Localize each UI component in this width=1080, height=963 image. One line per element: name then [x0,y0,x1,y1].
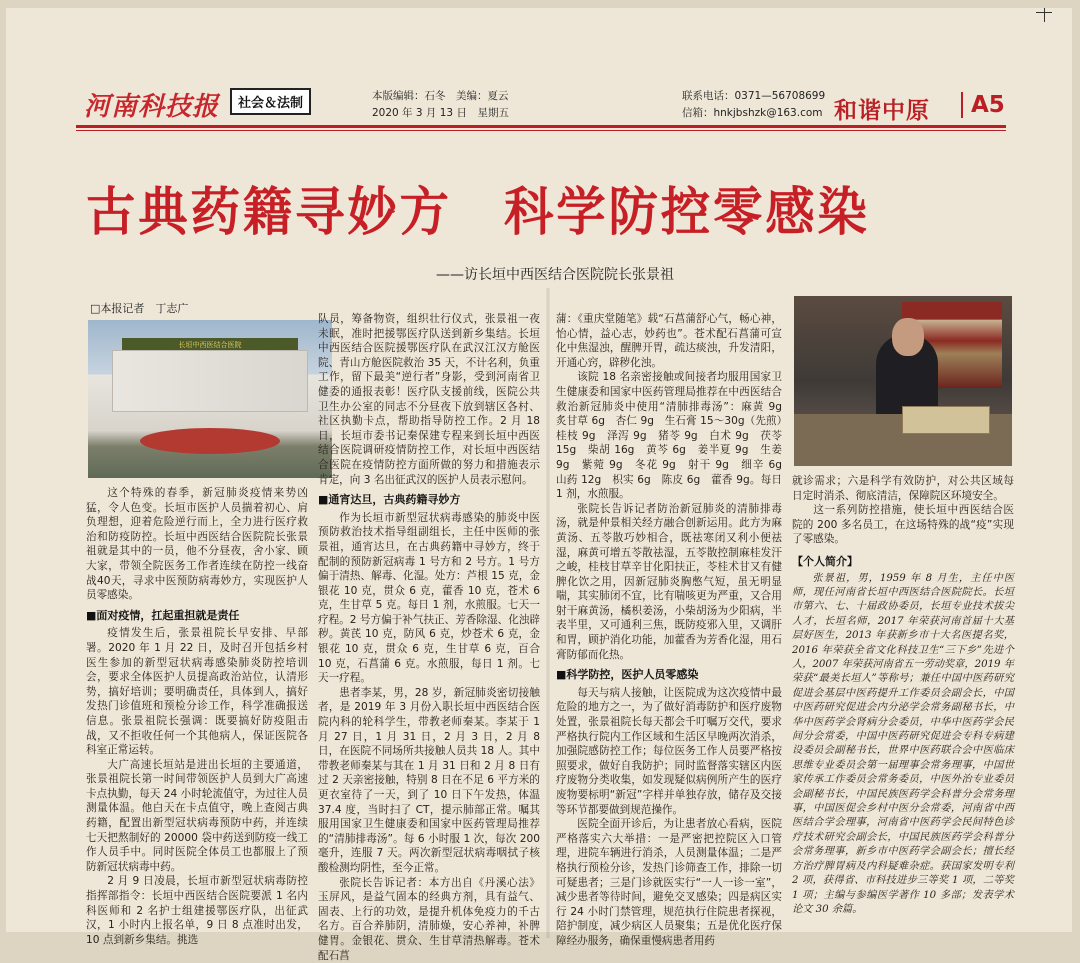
column-4 [792,474,1014,932]
issue-date: 2020 年 3 月 13 日 星期五 [372,107,509,119]
paragraph: 作为长垣市新型冠状病毒感染的肺炎中医预防救治技术指导组副组长，主任中医师的张景祖，通宵达旦，在古典药籍中寻妙方，终于配制的预防新冠病毒 1 号方和 2 号方。1 号方偏于清热、解毒、化湿。处方：芦根 15 克，金银花 10 克，贯众 6 克，藿香 10 克，苍术 6 克，生甘草 5 克。每日 1 剂，水煎服。七天一疗程。2 号方偏于补气扶正、芳香除湿、化浊辟秽。黄芪 10 克，防风 6 克，炒苍术 6 克，金银花 10 克，贯众 6 克，生甘草 6 克，百合 10 克，石菖蒲 6 克。水煎服，每日 1 剂。七天一疗程。 [318,511,540,685]
paragraph: 张院长告诉记者防治新冠肺炎的清肺排毒汤，就是仲景相关经方融合创新运用。此方为麻黄汤、五苓散巧妙相合，既祛寒闭又利小便祛湿，麻黄可增五苓散祛湿，五苓散控制麻桂发汗之峻，桂枝甘草辛甘化阳扶正，苓桂术甘又有健脾化饮之用，因新冠肺炎胸憋气短，虽无明显喘，其实肺闭不宜，比有喘咳更为严重，又合用射干麻黄汤，橘枳姜汤，小柴胡汤为少阳病，半表半里，又可通利三焦，既防疫邪入里，又调肝和胃，顾护消化功能，加藿香为芳香化湿，用石膏防郁而化热。 [556,502,782,661]
header-rule [76,125,1006,128]
paragraph: 蒲：《重庆堂随笔》载“石菖蒲舒心气，畅心神，怡心情，益心志，妙药也”。苍术配石菖蒲可宣化中焦湿浊，醒脾开胃，疏达痰浊，升发清阳，开通心窍，辟秽化浊。 [556,313,782,369]
headline: 古典药籍寻妙方 科学防控零感染 [86,182,870,243]
paragraph: 就诊需求；六是科学有效防护，对公共区域每日定时消杀、彻底清洁，保障院区环境安全。 [792,475,1014,502]
intro-paragraph: 这个特殊的春季，新冠肺炎疫情来势凶猛，令人色变。长垣市医护人员揣着初心、肩负理想，迎着危险逆行而上，全力进行医疗救治和防疫防控。长垣中西医结合医院院长张景祖就是其中的一员，他不分昼夜，舍小家、顾大家，带领全院医务工作者连续在防控一线奋战40天，寻求中医预防病毒妙方，实现医护人员零感染。 [86,487,308,602]
column-2 [318,312,540,962]
paragraph: 患者李某，男，28 岁，新冠肺炎密切接触者，是 2019 年 3 月份入职长垣中西医结合医院内科的轮科学生，带教老师秦某。李某于 1 月 27 日，1 月 31 日，2 月 3 日，2 月 8 日，在医院不同场所共接触人员共 18 人。其中带教老师秦某与其在 1 月 31 日和 2 月 8 日有过 2 天亲密接触，特别 8 日在不足 6 平方米的更衣室待了一天，到了 10 日下午发热，体温 37.4 度，当时扫了 CT，提示肺部正常。嘱其服用国家卫生健康委和国家中医药管理局推荐的“清肺排毒汤”。每 6 小时服 1 次，每次 200 毫升，连服 7 天。两次新型冠状病毒咽拭子核酸检测均阴性，至今正常。 [318,686,540,874]
paragraph: 疫情发生后，张景祖院长早安排、早部署。2020 年 1 月 22 日，及时召开包括乡村医生参加的新型冠状病毒感染肺炎防控培训会，要求全体医护人员提高政治站位，认清形势，搞好培训；要明确责任，具体到人，搞好发热门诊值班和预检分诊工作，科学准确报送信息。张景祖院长强调：既要搞好防疫阻击战，又不拒收任何一个其他病人，保证医院各科室正常运转。 [86,627,308,757]
section-heading-2: ■通宵达旦，古典药籍寻妙方 [318,493,461,507]
byline: □本报记者 丁志广 [90,302,189,315]
bio-text: 张景祖，男，1959 年 8 月生，主任中医师，现任河南省长垣中西医结合医院院长。长垣市第六、七、十届政协委员，长垣专业技术拔尖人才，长垣名师，2017 年荣获河南首届十大基层好医生，2013 年获新乡市十大名医提名奖，2016 年荣获全省文化科技卫生“三下乡”先进个人，2007 年荣获河南省五一劳动奖章，2019 年荣获“最美长垣人”等称号；兼任中国中医药研究促进会基层中医药提升工作委员会副会长，中国中医药研究促进会内分泌学会常务副秘书长，中华中医药学会肾病分会委员，中华中医药学会民间分会常委，中国中医药研究促进会专科专病建设委员会副秘书长，世界中医药联合会中医临床思维专业委员会第一届理事会常务理事，中国世家传承工作委员会常务委员，中医外治专业委员会副秘书长，中国民族医药学会科普分会常务理事，中国医促会乡村中医分会常委，河南省中西医结合学会理事，河南省中医药学会民间特色诊疗技术研究会副会长，中国民族医药学会科普分会常务理事，新乡市中医药学会副会长；擅长经方治疗脾胃病及内科疑难杂症。获国家发明专利 2 项，获得省、市科技进步三等奖 1 项，二等奖 1 项；主编与参编医学著作 10 多部；发表学术论文 30 余篇。 [792,572,1014,915]
section-tag: 社会＆法制 [230,88,311,115]
column-brand: 和谐中原 [834,98,930,124]
bio-title: 【个人简介】 [792,554,858,568]
paragraph: 医院全面开诊后，为让患者放心看病，医院严格落实六大举措：一是严密把控院区入口管理，进院车辆进行消杀，人员测量体温；二是严格执行预检分诊，发热门诊筛查工作，排除一切可疑患者；三是门诊就医实行“一人一诊一室”，减少患者等待时间，避免交叉感染；四是病区实行 24 小时门禁管理，规范执行住院患者探视，陪护制度，减少病区人员聚集；五是优化医疗保障经办服务，确保重慢病患者用药 [556,818,782,947]
hospital-sign: 长垣中西医结合医院 [122,338,298,352]
paragraph: 每天与病人接触，让医院成为这次疫情中最危险的地方之一，为了做好消毒防护和医疗废物处置，张景祖院长每天都会千叮嘱万交代，要求严格执行院内工作区域和生活区早晚两次消杀，加强院感防控工作；每位医务工作人员要严格按照要求，做好自我防护；同时监督落实辖区内医疗废物分类收集，如发现疑似病例所产生的医疗废物要标明“新冠”字样并单独存放，储存及交接等环节都要做到规范操作。 [556,686,782,816]
editors-line: 本版编辑：石冬 美编：夏云 [372,90,509,102]
paragraph: 大广高速长垣站是进出长垣的主要通道，张景祖院长第一时间带领医护人员到大广高速卡点执勤，每天 24 小时轮流值守，为过往人员测量体温。他白天在卡点值守，晚上查阅古典药籍，配置出新型冠状病毒预防中药，并连续七天把熬制好的 20000 袋中药送到防疫一线工作人员手中。同时医院全体员工也都服上了预防新冠状病毒中药。 [86,758,308,873]
newspaper-page [6,8,1072,962]
column-1 [86,486,308,946]
page-number: A5 [961,92,1005,118]
fountain [140,428,280,454]
paragraph: 张院长告诉记者：本方出自《丹溪心法》玉屏风，是益气固本的经典方剂，具有益气、固表、上行的功效，是提升机体免疫力的千古名方。百合养肺阴，清肺燥，安心养神，补脾健胃。金银花、贯众、生甘草清热解毒。苍术配石菖 [318,876,540,962]
paragraph: 这一系列防控措施，使长垣中西医结合医院的 200 多名员工，在这场特殊的战“疫”实现了零感染。 [792,504,1014,546]
page-fold [546,288,550,938]
hospital-building [112,350,308,412]
doctor-photo [794,296,1012,466]
subheadline: ——访长垣中西医结合医院院长张景祖 [436,267,674,283]
doctor-face [892,318,924,356]
paragraph: 队员，筹备物资，组织壮行仪式，张景祖一夜未眠，准时把援鄂医疗队送到新乡集结。长垣中西医结合医院援鄂医疗队在武汉江汉方舱医院、青山方舱医院救治 35 天，不计名利，负重工作，留下最美“逆行者”身影，受到河南省卫健委的通报表彰！医疗队支援前线，医院公共卫生办公室的同志不分昼夜下放到辖区各村、社区执勤卡点，帮助指导防控工作。2 月 18 日，长垣市委书记秦保建专程来到长垣中西医结合医院调研疫情防控工作，对长垣中西医结合医院在疫情防控方面所做的努力和措施表示肯定，向 3 名出征武汉的医护人员表示慰问。 [318,313,540,486]
contact-email: 信箱：hnkjbshzk@163.com [682,107,823,119]
masthead-logo: 河南科技报 [84,92,220,122]
section-heading-1: ■面对疫情，扛起重担就是责任 [86,608,240,622]
column-3 [556,312,793,947]
header-rule-thin [76,130,1006,131]
hospital-photo [88,320,332,478]
paragraph: 2 月 9 日凌晨，长垣市新型冠状病毒防控指挥部指令：长垣中西医结合医院要派 1 名内科医师和 2 名护士组建援鄂医疗队，出征武汉，1 小时内上报名单，9 日 8 点准时出发，10 点到新乡集结。挑选 [86,875,308,946]
ancient-books [902,406,990,434]
contact-phone: 联系电话：0371—56708699 [682,90,826,102]
section-heading-3: ■科学防控，医护人员零感染 [556,668,699,682]
paragraph: 该院 18 名亲密接触或间接者均服用国家卫生健康委和国家中医药管理局推荐在中西医结合救治新冠肺炎中使用“清肺排毒汤”：麻黄 9g 炙甘草 6g 杏仁 9g 生石膏 15～30g（先煎）桂枝 9g 泽泻 9g 猪苓 9g 白术 9g 茯苓 15g 柴胡 16g 黄芩 6g 姜半夏 9g 生姜 9g 紫菀 9g 冬花 9g 射干 9g 细辛 6g 山药 12g 枳实 6g 陈皮 6g 藿香 9g。每日 1 剂，水煎服。 [556,371,793,501]
